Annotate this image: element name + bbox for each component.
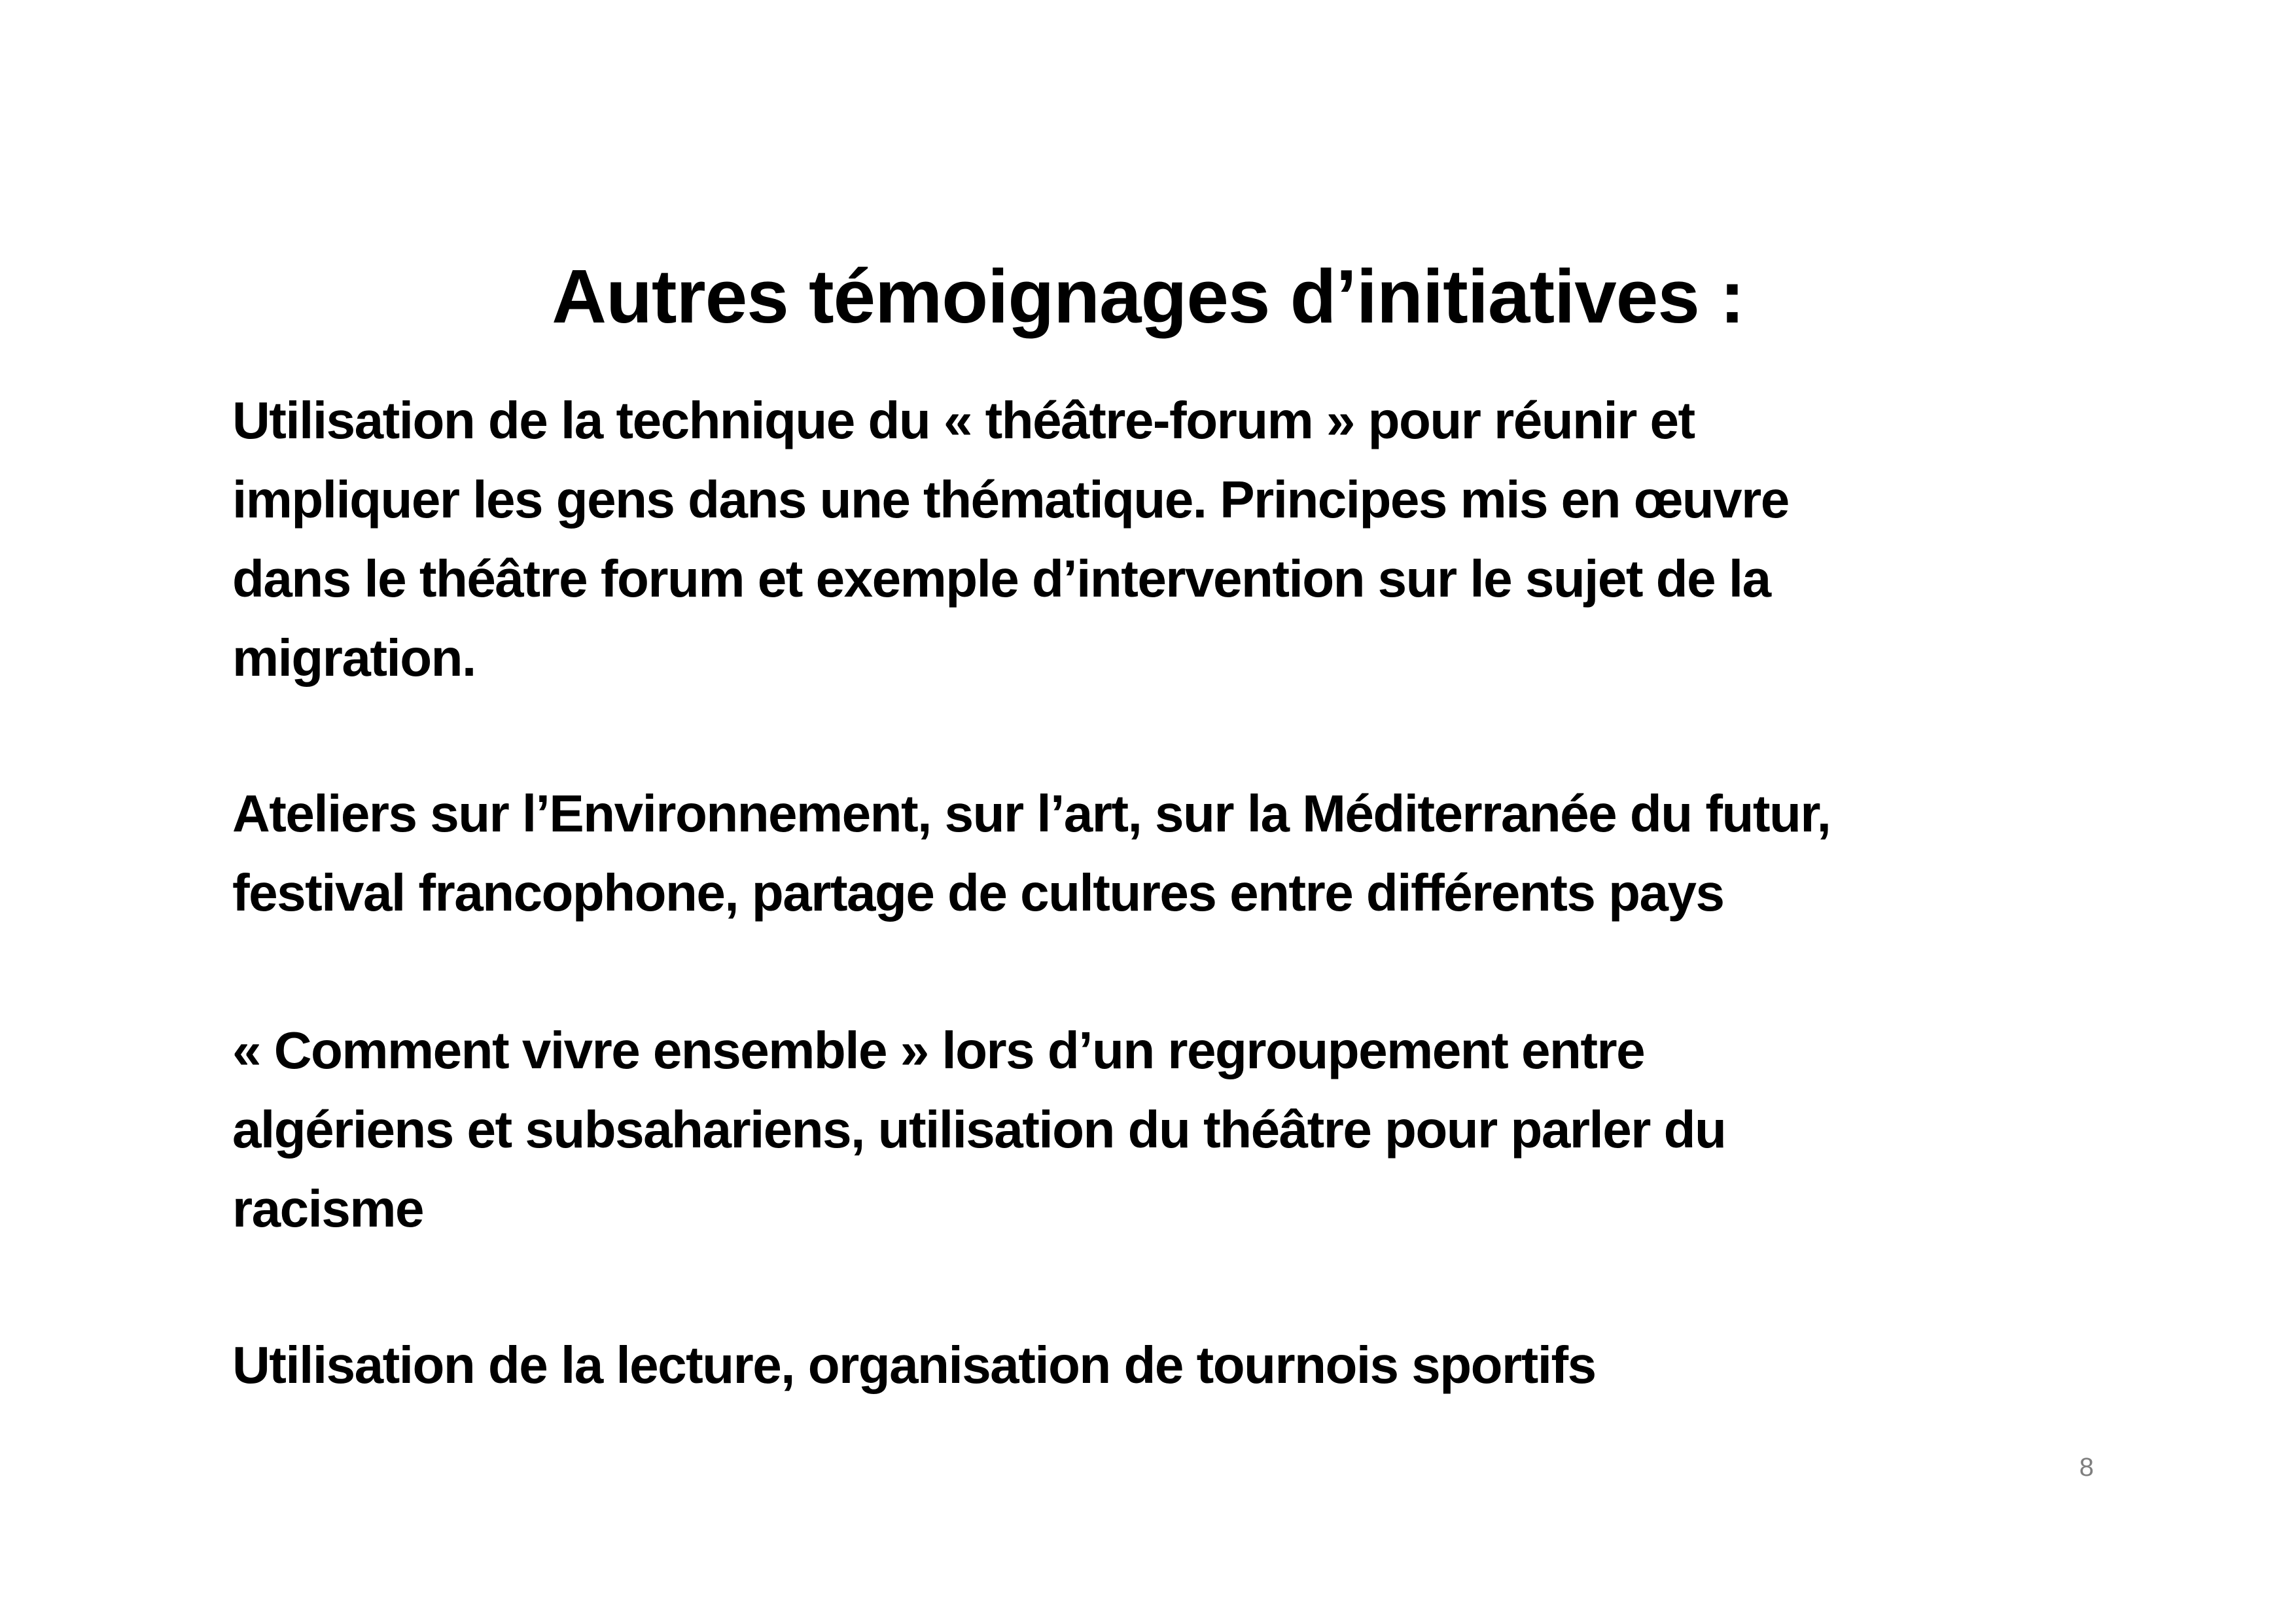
paragraph-line: Ateliers sur l’Environnement, sur l’art, sur la Méditerranée du futur, [232,784,1831,843]
paragraph-line: festival francophone, partage de cultures entre différents pays [232,864,1724,922]
paragraph-line: dans le théâtre forum et exemple d’intervention sur le sujet de la [232,550,1771,608]
paragraph-line: « Comment vivre ensemble » lors d’un regroupement entre [232,1021,1645,1079]
paragraph-vivre-ensemble [232,1011,2195,1248]
paragraph-line: algériens et subsahariens, utilisation du théâtre pour parler du [232,1100,1726,1159]
paragraph-line: Utilisation de la technique du « théâtre-forum » pour réunir et [232,391,1695,449]
paragraph-line: impliquer les gens dans une thématique. Principes mis en œuvre [232,470,1789,529]
paragraph-line: racisme [232,1179,423,1238]
paragraph-ateliers [232,774,2195,932]
slide-title: Autres témoignages d’initiatives : [552,253,1744,339]
paragraph-line: Utilisation de la lecture, organisation de tournois sportifs [232,1336,1596,1394]
paragraph-line: migration. [232,629,476,687]
page-number: 8 [2079,1453,2094,1482]
paragraph-theatre-forum [232,381,2195,697]
paragraph-lecture-tournois [232,1325,2195,1405]
